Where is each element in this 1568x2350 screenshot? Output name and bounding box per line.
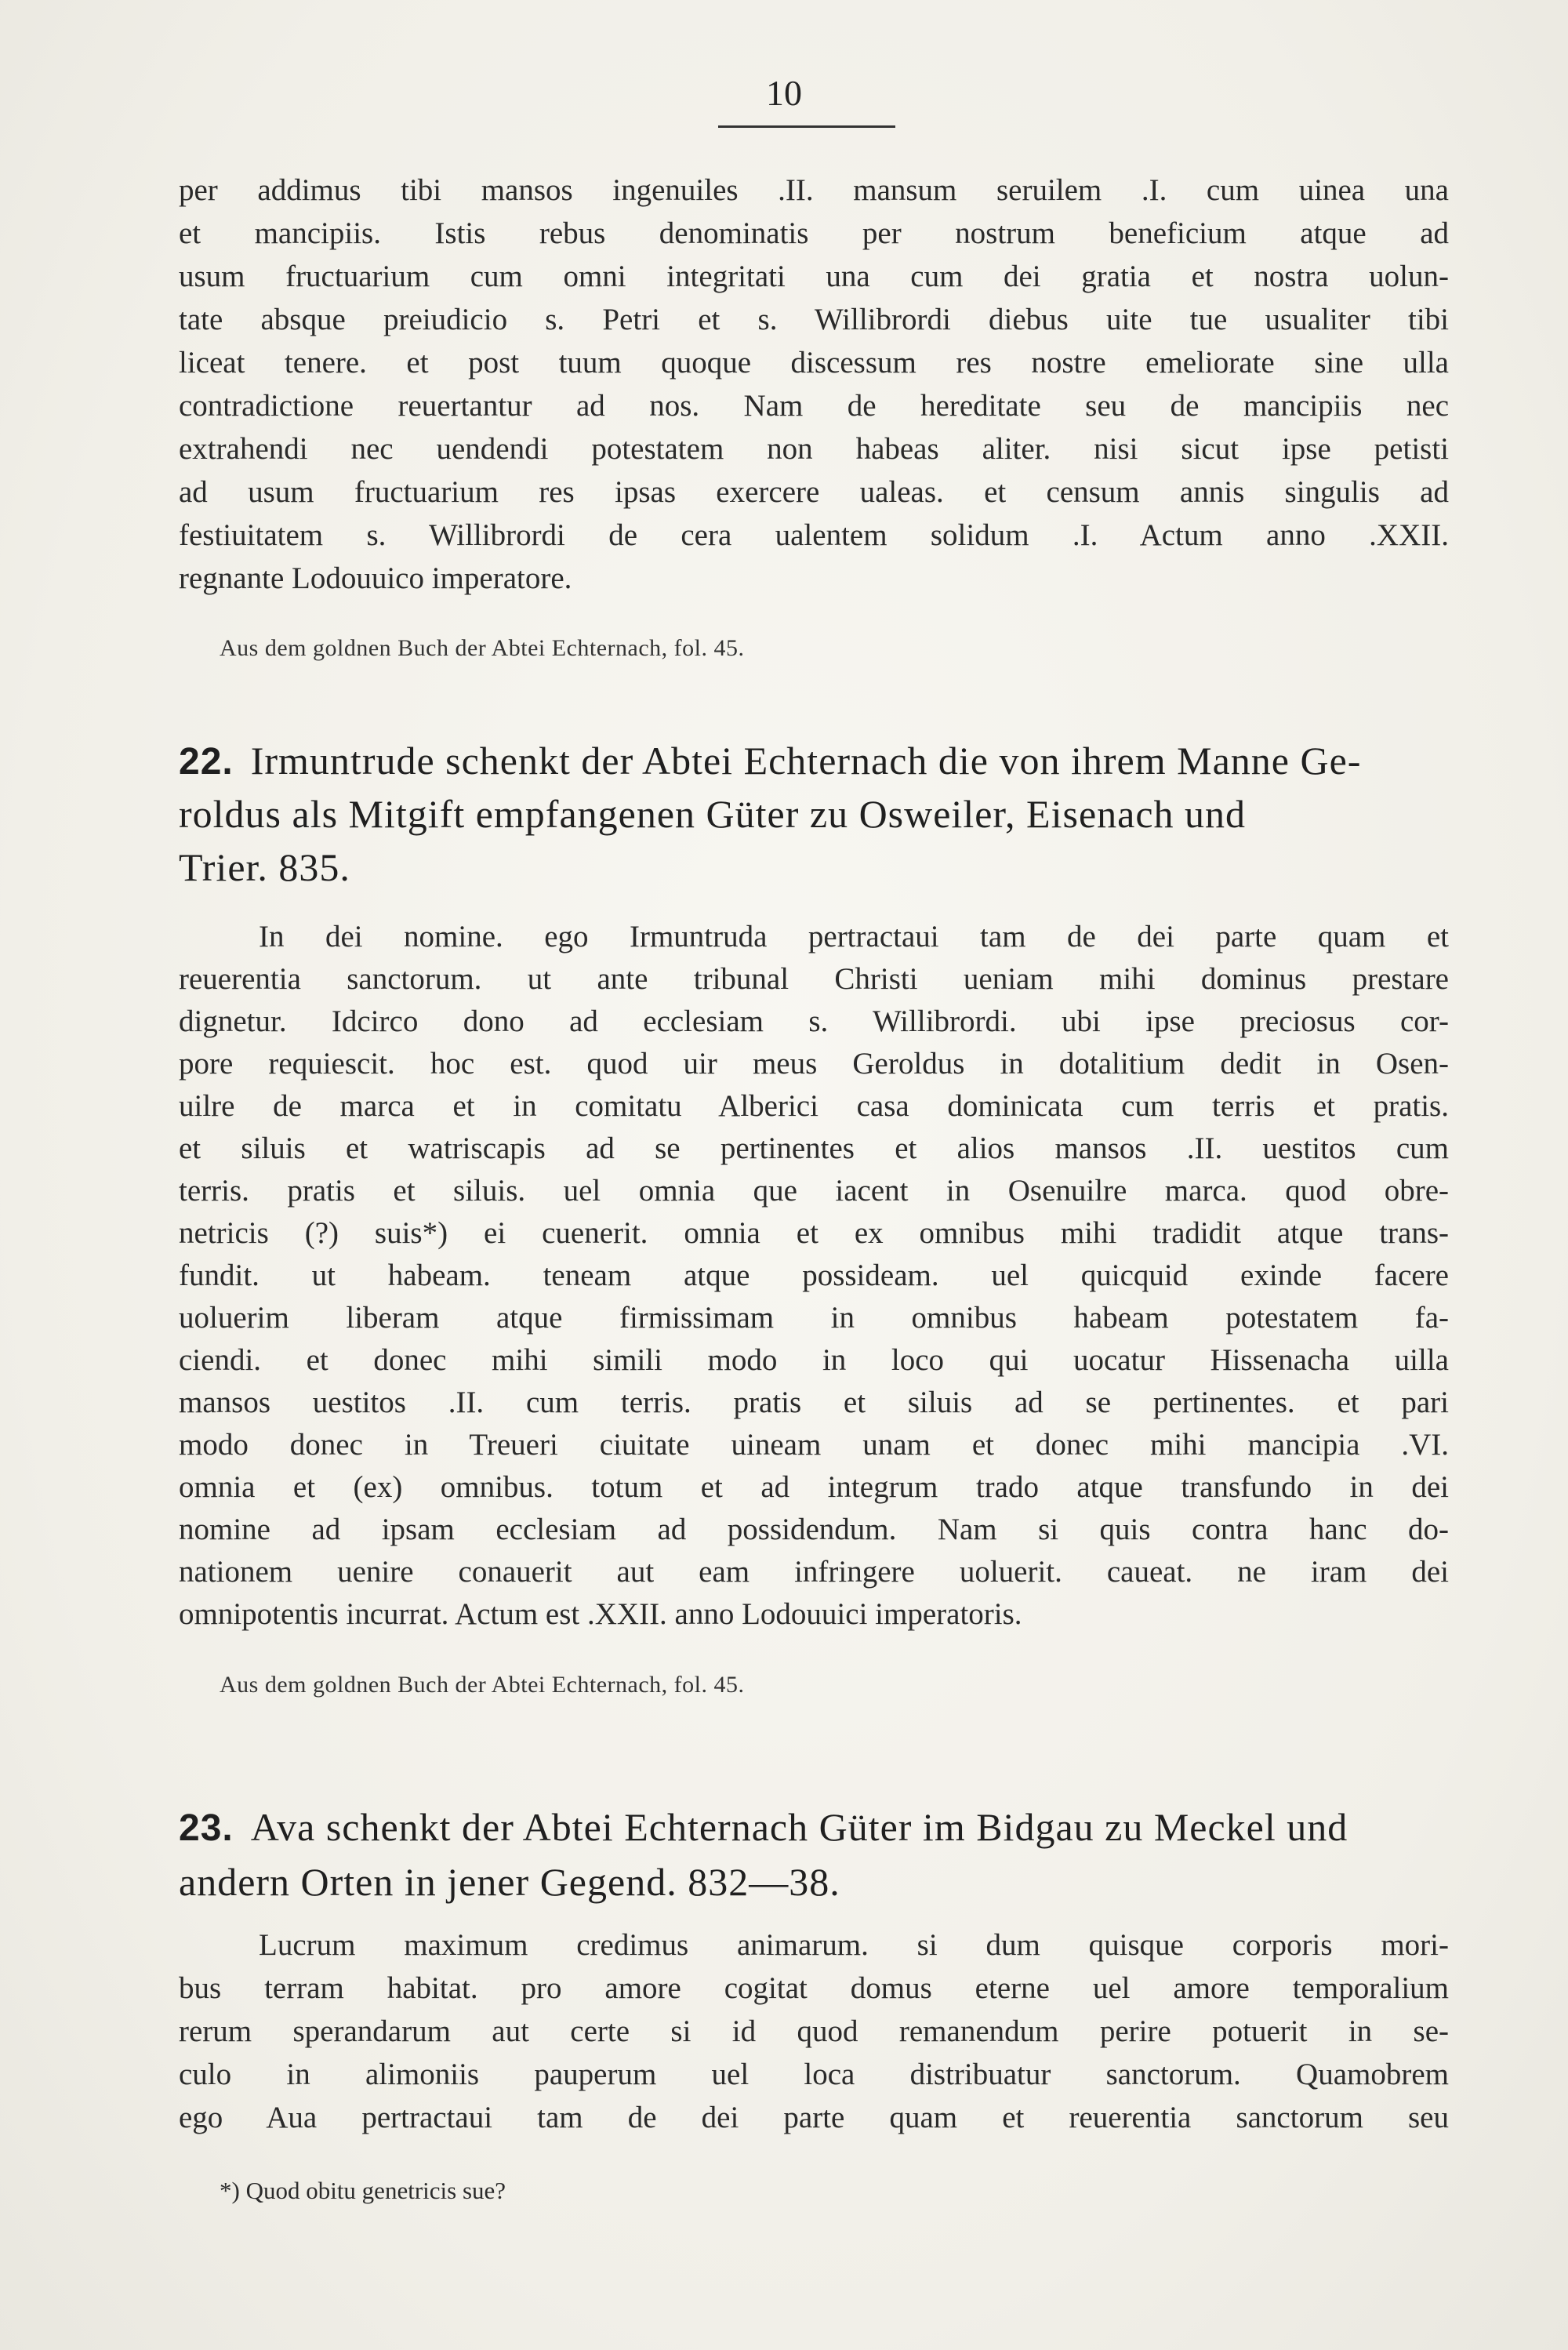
text-line: extrahendi nec uendendi potestatem non habeas aliter. nisi sicut ipse petisti (179, 432, 1449, 466)
text-line: regnante Lodouuico imperatore. (179, 561, 572, 595)
text-line: netricis (?) suis*) ei cuenerit. omnia et ex omnibus mihi tradidit atque trans- (179, 1216, 1449, 1250)
doc22-number: 22. (179, 741, 234, 783)
text-line: fundit. ut habeam. teneam atque possideam. uel quicquid exinde facere (179, 1259, 1449, 1292)
text-line: festiuitatem s. Willibrordi de cera ualentem solidum .I. Actum anno .XXII. (179, 518, 1449, 552)
text-line: bus terram habitat. pro amore cogitat domus eterne uel amore temporalium (179, 1971, 1449, 2005)
text-line: usum fructuarium cum omni integritati una cum dei gratia et nostra uolun- (179, 260, 1449, 293)
doc23-heading-line-1 (179, 1803, 1449, 1852)
text-line: pore requiescit. hoc est. quod uir meus Geroldus in dotalitium dedit in Osen- (179, 1047, 1449, 1081)
doc22-heading-line-2: roldus als Mitgift empfangenen Güter zu Osweiler, Eisenach und (179, 792, 1247, 836)
text-line: uilre de marca et in comitatu Alberici casa dominicata cum terris et pratis. (179, 1089, 1449, 1123)
doc23-number: 23. (179, 1807, 234, 1849)
text-line: Lucrum maximum credimus animarum. si dum quisque corporis mori- (259, 1928, 1449, 1962)
text-line: nationem uenire conauerit aut eam infringere uoluerit. caueat. ne iram dei (179, 1555, 1449, 1589)
text-line: omnipotentis incurrat. Actum est .XXII. anno Lodouuici imperatoris. (179, 1597, 1022, 1631)
text-line: rerum sperandarum aut certe si id quod remanendum perire potuerit in se- (179, 2014, 1449, 2048)
text-line: In dei nomine. ego Irmuntruda pertractaui tam de dei parte quam et (259, 920, 1449, 953)
page-number: 10 (766, 73, 802, 113)
text-line: liceat tenere. et post tuum quoque discessum res nostre emeliorate sine ulla (179, 346, 1449, 380)
text-line: tate absque preiudicio s. Petri et s. Willibrordi diebus uite tue usualiter tibi (179, 303, 1449, 336)
text-line: ad usum fructuarium res ipsas exercere ualeas. et censum annis singulis ad (179, 475, 1449, 509)
text-line: dignetur. Idcirco dono ad ecclesiam s. Willibrordi. ubi ipse preciosus cor- (179, 1004, 1449, 1038)
text-line: modo donec in Treueri ciuitate uineam unam et donec mihi mancipia .VI. (179, 1428, 1449, 1462)
doc23-heading-text: Ava schenkt der Abtei Echternach Güter im Bidgau zu Meckel und (250, 1805, 1348, 1849)
text-line: nomine ad ipsam ecclesiam ad possidendum. Nam si quis contra hanc do- (179, 1513, 1449, 1546)
text-line: ego Aua pertractaui tam de dei parte quam et reuerentia sanctorum seu (179, 2101, 1449, 2134)
footnote: *) Quod obitu genetricis sue? (220, 2177, 506, 2204)
text-line: reuerentia sanctorum. ut ante tribunal Christi ueniam mihi dominus prestare (179, 962, 1449, 996)
text-line: mansos uestitos .II. cum terris. pratis et siluis ad se pertinentes. et pari (179, 1386, 1449, 1419)
doc22-heading-line-1 (179, 737, 1449, 786)
text-line: terris. pratis et siluis. uel omnia que iacent in Osenuilre marca. quod obre- (179, 1174, 1449, 1208)
text-line: ciendi. et donec mihi simili modo in loco qui uocatur Hissenacha uilla (179, 1343, 1449, 1377)
text-line: contradictione reuertantur ad nos. Nam de hereditate seu de mancipiis nec (179, 389, 1449, 423)
text-line: uoluerim liberam atque firmissimam in omnibus habeam potestatem fa- (179, 1301, 1449, 1335)
source-note: Aus dem goldnen Buch der Abtei Echternach, fol. 45. (220, 635, 745, 661)
doc22-heading-line-3: Trier. 835. (179, 845, 350, 889)
text-line: culo in alimoniis pauperum uel loca distribuatur sanctorum. Quamobrem (179, 2058, 1449, 2091)
text-line: per addimus tibi mansos ingenuiles .II. mansum seruilem .I. cum uinea una (179, 173, 1449, 207)
doc22-heading-text: Irmuntrude schenkt der Abtei Echternach die von ihrem Manne Ge- (250, 739, 1362, 783)
text-line: omnia et (ex) omnibus. totum et ad integrum trado atque transfundo in dei (179, 1470, 1449, 1504)
source-note: Aus dem goldnen Buch der Abtei Echternach, fol. 45. (220, 1672, 745, 1698)
doc23-heading-line-2: andern Orten in jener Gegend. 832—38. (179, 1860, 840, 1904)
text-line: et siluis et watriscapis ad se pertinentes et alios mansos .II. uestitos cum (179, 1131, 1449, 1165)
text-line: et mancipiis. Istis rebus denominatis per nostrum beneficium atque ad (179, 216, 1449, 250)
page-number-rule (718, 125, 895, 128)
